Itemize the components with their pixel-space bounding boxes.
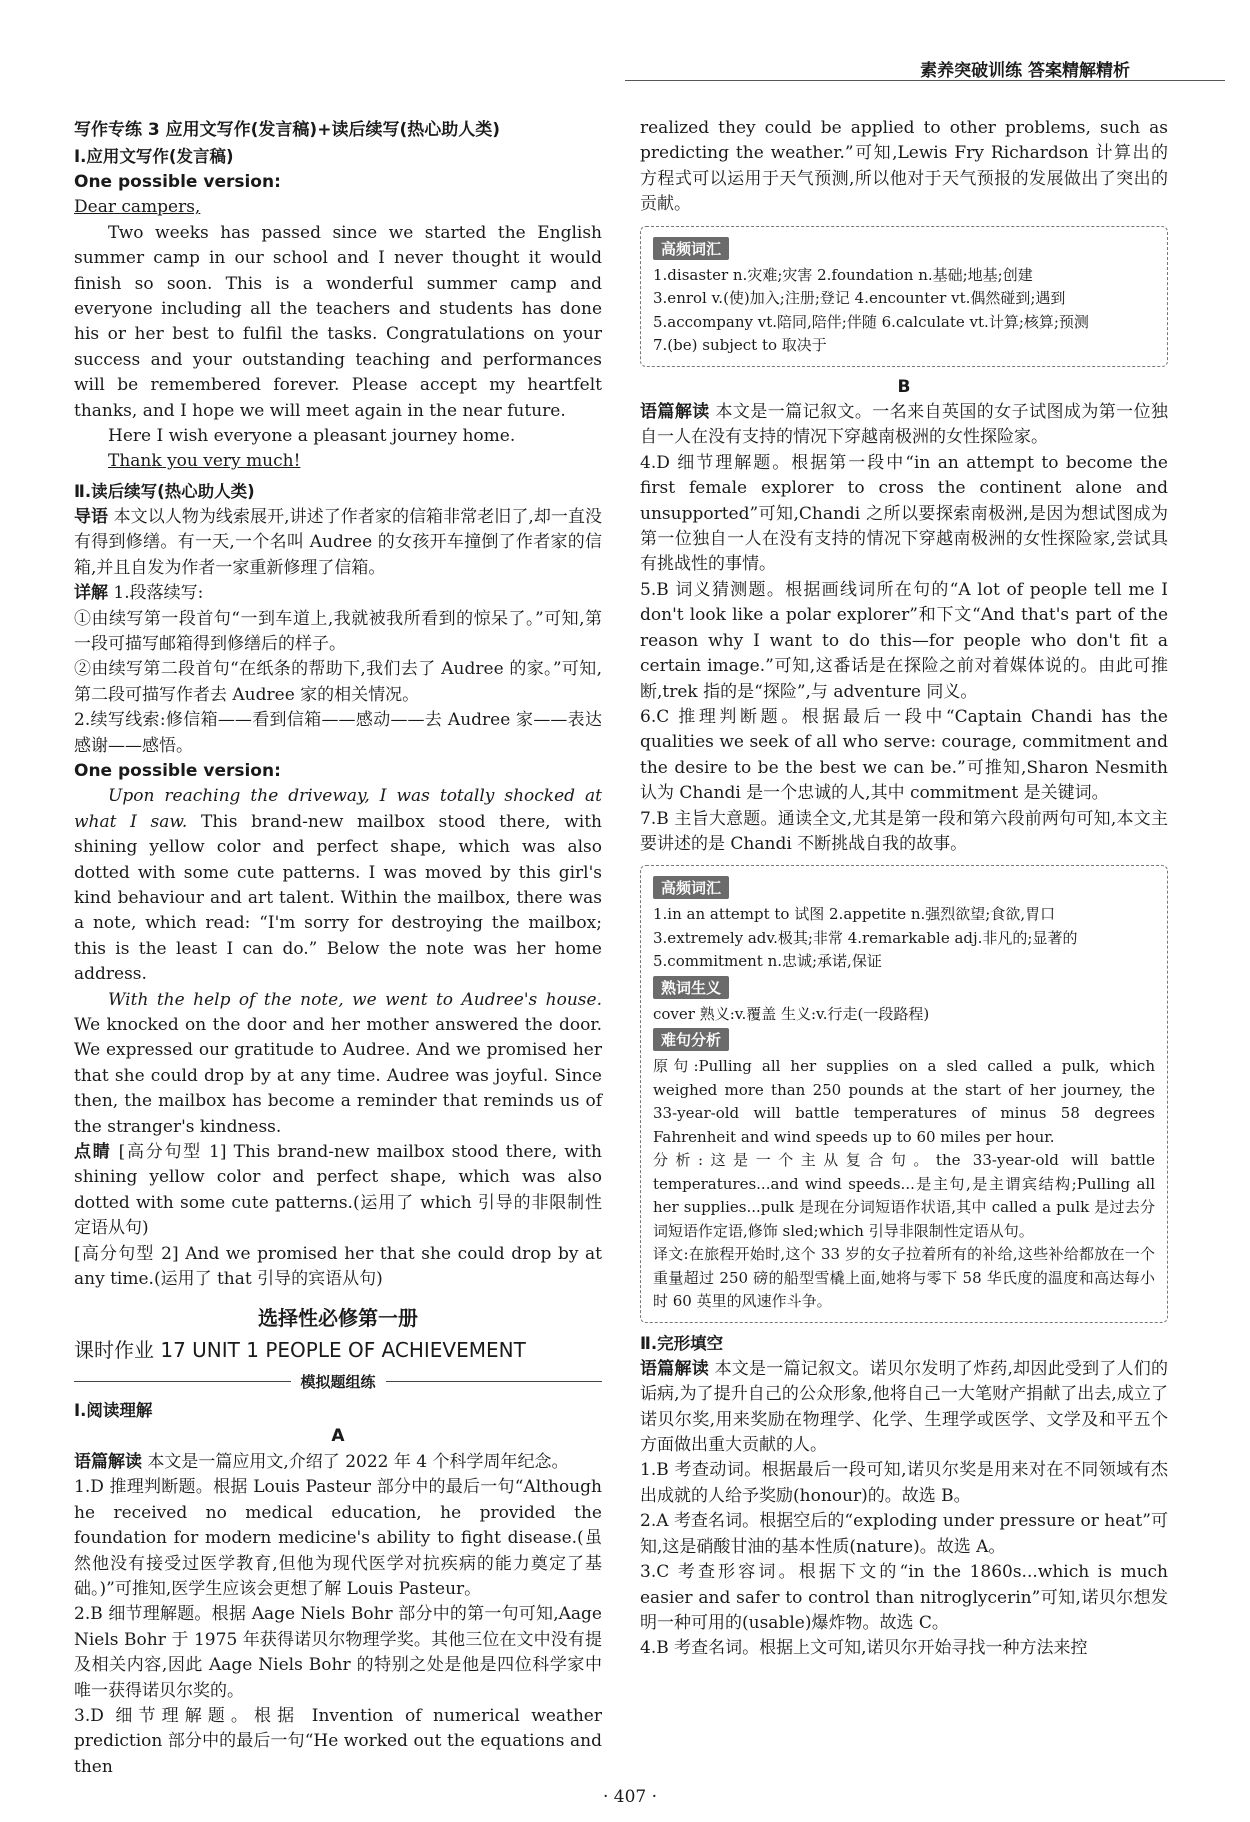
section-bar: [74, 1371, 602, 1392]
story-paragraph: This brand-new mailbox stood there, with shining yellow color and perfect shape, which was also dotted with some cute patterns. I was moved by this girl's kind behaviour and art talent. Within the mailbox, there was a note, which read: “I'm sorry for destroying the mailbox; this is the least I can do.” Below the note was her home address.: [74, 811, 602, 985]
note-label: 点睛: [74, 1142, 112, 1163]
answer-item: 6.C 推理判断题。根据最后一段中“Captain Chandi has the qualities we seek of all who serve: courage, commitment and the desire to be the best we can be.”可推知,Sharon Nesmith 认为 Chandi 是一个忠诚的人,其中 commitment 是关键词。: [640, 706, 1168, 804]
speech-paragraph: Here I wish everyone a pleasant journey home.: [108, 426, 516, 447]
vocab-line: 5.commitment n.忠诚;承诺,保证: [653, 952, 882, 971]
writing-heading: Ⅰ.应用文写作(发言稿): [74, 147, 234, 166]
summary-label: 语篇解读: [74, 1451, 142, 1472]
part-label: B: [897, 376, 911, 397]
page-number: · 407 ·: [602, 1787, 658, 1807]
lesson-title: 课时作业 17 UNIT 1 PEOPLE OF ACHIEVEMENT: [74, 1338, 526, 1363]
story-first-line: Upon reaching the driveway, I was totally shocked at what I saw.: [74, 786, 602, 832]
answer-item: 2.B 细节理解题。根据 Aage Niels Bohr 部分中的第一句可知,Aage Niels Bohr 于 1975 年获得诺贝尔物理学奖。其他三位在文中没有提及相关内容,因此 Aage Niels Bohr 的特别之处是他是四位科学家中唯一获得诺贝尔奖的。: [74, 1604, 602, 1701]
vocab-tag: 高频词汇: [653, 237, 729, 260]
section-title: 写作专练 3 应用文写作(发言稿)+读后续写(热心助人类): [74, 120, 500, 140]
detail-label: 详解: [74, 583, 108, 604]
closing: Thank you very much!: [108, 451, 301, 472]
answer-item: 4.B 考查名词。根据上文可知,诺贝尔开始寻找一种方法来控: [640, 1638, 1088, 1659]
summary-label: 语篇解读: [640, 1358, 709, 1379]
note-text: [高分句型 1] This brand-new mailbox stood there, with shining yellow color and perfect shape, which was also dotted with some cute patterns.(运用了 which 引导的非限制性定语从句): [74, 1142, 602, 1239]
vocab-box: [640, 865, 1168, 1323]
answer-item: 2.A 考查名词。根据空后的“exploding under pressure or heat”可知,这是硝酸甘油的基本性质(nature)。故选 A。: [640, 1511, 1168, 1557]
continuation-heading: Ⅱ.读后续写(热心助人类): [74, 481, 255, 501]
version-label: One possible version:: [74, 172, 281, 192]
vocab-line: 3.enrol v.(使)加入;注册;登记 4.encounter vt.偶然碰到;遇到: [653, 289, 1066, 308]
answer-item: 7.B 主旨大意题。通读全文,尤其是第一段和第六段前两句可知,本文主要讲述的是 Chandi 不断挑战自我的故事。: [640, 808, 1168, 854]
detail-text: ②由续写第二段首句“在纸条的帮助下,我们去了 Audree 的家。”可知,第二段可描写作者去 Audree 家的相关情况。: [74, 659, 602, 705]
meaning-tag: 熟词生义: [653, 976, 729, 999]
section-bar-label: 模拟题组练: [300, 1373, 376, 1392]
vocab-line: 7.(be) subject to 取决于: [653, 336, 827, 355]
intro-label: 导语: [74, 506, 109, 527]
reading-heading: Ⅰ.阅读理解: [74, 1401, 153, 1421]
summary-text: 本文是一篇应用文,介绍了 2022 年 4 个科学周年纪念。: [147, 1451, 569, 1472]
answer-item: 4.D 细节理解题。根据第一段中“in an attempt to become the first female explorer to cross the continent alone and unsupported”可知,Chandi 之所以要探索南极洲,是因为想试图成为第一位独自一人在没有支持的情况下穿越南极洲的女性探险家,尝试具有挑战性的事情。: [640, 452, 1168, 575]
vocab-tag: 高频词汇: [653, 876, 729, 899]
salutation: Dear campers,: [74, 197, 201, 218]
summary-label: 语篇解读: [640, 402, 710, 423]
story-paragraph: We knocked on the door and her mother answered the door. We expressed our gratitude to Audree. And we promised her that she could drop by at any time. Audree was joyful. Since then, the mailbox has become a reminder that reminds us of the stranger's kindness.: [74, 1015, 602, 1137]
vocab-line: 1.disaster n.灾难;灾害 2.foundation n.基础;地基;创建: [653, 265, 1033, 284]
header-rule: [625, 80, 1225, 81]
book-title: 选择性必修第一册: [258, 1306, 418, 1331]
summary-text: 本文是一篇记叙文。一名来自英国的女子试图成为第一位独自一人在没有支持的情况下穿越南极洲的女性探险家。: [640, 402, 1169, 448]
sentence-translation: 译文:在旅程开始时,这个 33 岁的女子拉着所有的补给,这些补给都放在一个重量超过 250 磅的船型雪橇上面,她将与零下 58 华氏度的温度和高达每小时 60 英里的风速作斗争。: [653, 1245, 1155, 1311]
part-label: A: [331, 1426, 345, 1447]
answer-item: 1.D 推理判断题。根据 Louis Pasteur 部分中的最后一句“Although he received no medical education, he provided the foundation for modern medicine's ability to fight disease.(虽然他没有接受过医学教育,但他为现代医学对抗疾病的能力奠定了基础。)”可推知,医学生应该会更想了解 Louis Pasteur。: [74, 1477, 602, 1599]
version-label: One possible version:: [74, 760, 281, 781]
speech-paragraph: Two weeks has passed since we started the English summer camp in our school and I never thought it would finish so soon. This is a wonderful summer camp and everyone including all the teachers and students has done his or her best to fulfil the tasks. Congratulations on your success and your outstanding teaching and performances will be remembered forever. Please accept my heartfelt thanks, and I hope we will meet again in the near future.: [74, 222, 602, 421]
detail-text: 2.续写线索:修信箱——看到信箱——感动——去 Audree 家——表达感谢——感悟。: [74, 710, 602, 756]
detail-text: 1.段落续写:: [113, 583, 204, 604]
sentence-original: 原句:Pulling all her supplies on a sled called a pulk, which weighed more than 250 pounds at the start of her journey, the 33-year-old will battle temperatures of minus 58 degrees Fahrenheit and wind speeds up to 60 miles per hour.: [653, 1057, 1155, 1146]
page-header: 素养突破训练 答案精解精析: [920, 61, 1130, 81]
left-column: [74, 116, 602, 1780]
answer-item: realized they could be applied to other problems, such as predicting the weather.”可知,Lewis Fry Richardson 计算出的方程式可以运用于天气预测,所以他对于天气预报的发展做出了突出的贡献。: [640, 118, 1168, 215]
vocab-line: cover 熟义:v.覆盖 生义:v.行走(一段路程): [653, 1004, 930, 1023]
story-first-line: With the help of the note, we went to Audree's house.: [108, 989, 602, 1010]
note-text: [高分句型 2] And we promised her that she could drop by at any time.(运用了 that 引导的宾语从句): [74, 1243, 602, 1290]
sentence-analysis: 分析:这是一个主从复合句。the 33-year-old will battle temperatures...and wind speeds...是主句,是主谓宾结构;Pulling all her supplies...pulk 是现在分词短语作状语,其中 called a pulk 是过去分词短语作定语,修饰 sled;which 引导非限制性定语从句。: [653, 1151, 1155, 1240]
detail-text: ①由续写第一段首句“一到车道上,我就被我所看到的惊呆了。”可知,第一段可描写邮箱得到修缮后的样子。: [74, 608, 602, 654]
sentence-tag: 难句分析: [653, 1028, 729, 1051]
answer-item: 5.B 词义猜测题。根据画线词所在句的“A lot of people tell me I don't look like a polar explorer”和下文“And that's part of the reason why I want to do this—for people who don't fit a certain image.”可知,这番话是在探险之前对着媒体说的。由此可推断,trek 指的是“探险”,与 adventure 同义。: [640, 579, 1168, 702]
right-column: [640, 116, 1168, 1662]
cloze-heading: Ⅱ.完形填空: [640, 1333, 724, 1353]
vocab-line: 5.accompany vt.陪同,陪伴;伴随 6.calculate vt.计算;核算;预测: [653, 312, 1089, 331]
summary-text: 本文是一篇记叙文。诺贝尔发明了炸药,却因此受到了人们的诟病,为了提升自己的公众形象,他将自己一大笔财产捐献了出去,成立了诺贝尔奖,用来奖励在物理学、化学、生理学或医学、文学及和平五个方面做出重大贡献的人。: [640, 1358, 1169, 1456]
intro-text: 本文以人物为线索展开,讲述了作者家的信箱非常老旧了,却一直没有得到修缮。有一天,一个名叫 Audree 的女孩开车撞倒了作者家的信箱,并且自发为作者一家重新修理了信箱。: [74, 506, 603, 578]
answer-item: 1.B 考查动词。根据最后一段可知,诺贝尔奖是用来对在不同领域有杰出成就的人给予奖励(honour)的。故选 B。: [640, 1460, 1168, 1506]
answer-item: 3.C 考查形容词。根据下文的“in the 1860s...which is much easier and safer to control than nitroglycerin”可知,诺贝尔想发明一种可用的(usable)爆炸物。故选 C。: [640, 1562, 1168, 1633]
answer-item: 3.D 细节理解题。根据 Invention of numerical weather prediction 部分中的最后一句“He worked out the equations and then: [74, 1705, 602, 1777]
vocab-line: 1.in an attempt to 试图 2.appetite n.强烈欲望;食欲,胃口: [653, 905, 1056, 924]
vocab-line: 3.extremely adv.极其;非常 4.remarkable adj.非凡的;显著的: [653, 928, 1078, 947]
vocab-box: [640, 226, 1168, 367]
